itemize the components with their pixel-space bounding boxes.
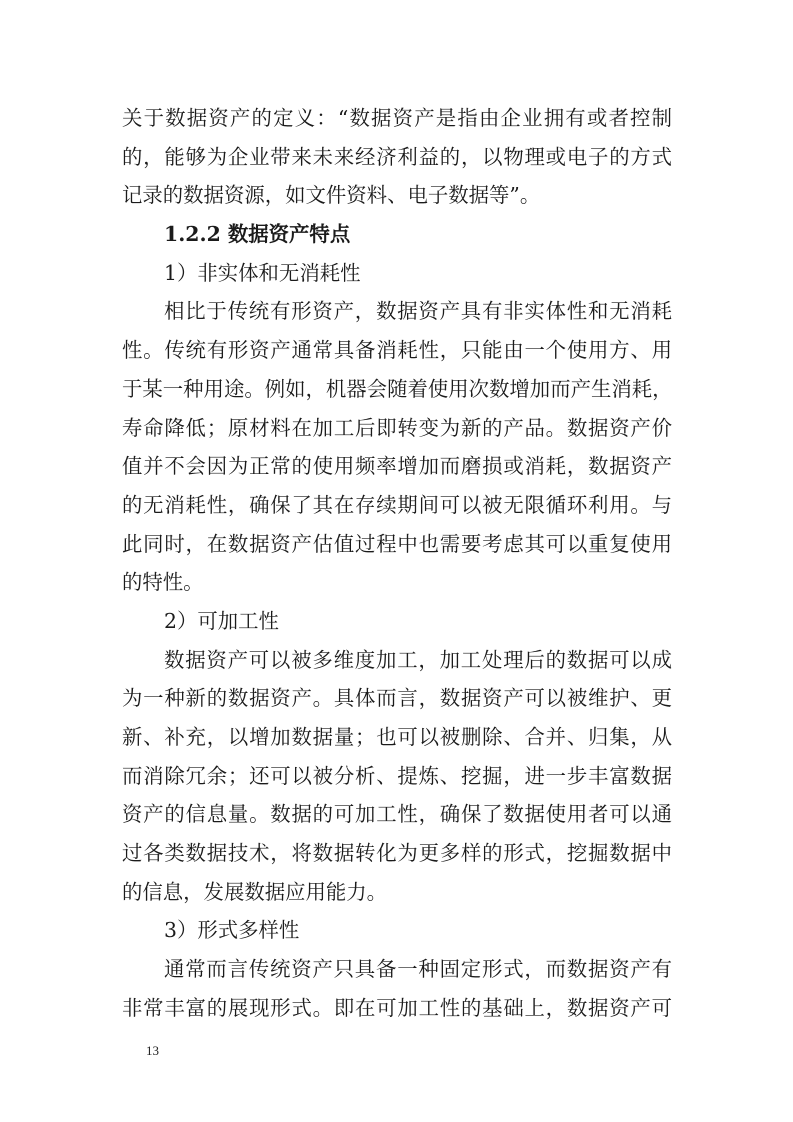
paragraph-line: 性。传统有形资产通常具备消耗性，只能由一个使用方、用 xyxy=(122,338,672,363)
paragraph-line: 而消除冗余；还可以被分析、提炼、挖掘，进一步丰富数据 xyxy=(122,763,672,788)
paragraph-line: 此同时，在数据资产估值过程中也需要考虑其可以重复使用 xyxy=(122,531,672,556)
paragraph-line: 非常丰富的展现形式。即在可加工性的基础上，数据资产可 xyxy=(122,995,672,1020)
paragraph-line: 的，能够为企业带来未来经济利益的，以物理或电子的方式 xyxy=(122,144,672,169)
paragraph-line: 关于数据资产的定义：“数据资产是指由企业拥有或者控制 xyxy=(122,106,672,130)
paragraph-line: 寿命降低；原材料在加工后即转变为新的产品。数据资产价 xyxy=(122,415,672,440)
subsection-heading: 3）形式多样性 xyxy=(164,918,300,943)
paragraph-line: 的特性。 xyxy=(122,570,204,595)
paragraph-line: 数据资产可以被多维度加工，加工处理后的数据可以成 xyxy=(164,647,672,672)
paragraph-line: 的无消耗性，确保了其在存续期间可以被无限循环利用。与 xyxy=(122,492,672,517)
paragraph-line: 值并不会因为正常的使用频率增加而磨损或消耗，数据资产 xyxy=(122,454,672,479)
paragraph-line: 为一种新的数据资产。具体而言，数据资产可以被维护、更 xyxy=(122,686,672,711)
paragraph-line: 通常而言传统资产只具备一种固定形式，而数据资产有 xyxy=(164,957,672,982)
section-heading: 1.2.2 数据资产特点 xyxy=(164,222,351,247)
body-text xyxy=(122,99,672,1028)
paragraph-line: 于某一种用途。例如，机器会随着使用次数增加而产生消耗， xyxy=(122,376,673,401)
paragraph xyxy=(122,292,672,602)
paragraph-line: 过各类数据技术，将数据转化为更多样的形式，挖掘数据中 xyxy=(122,841,672,866)
paragraph-line: 相比于传统有形资产，数据资产具有非实体性和无消耗 xyxy=(164,299,672,324)
paragraph-line: 记录的数据资源，如文件资料、电子数据等”。 xyxy=(122,183,541,208)
subsection-heading: 2）可加工性 xyxy=(164,608,279,633)
paragraph-line: 资产的信息量。数据的可加工性，确保了数据使用者可以通 xyxy=(122,802,672,827)
paragraph xyxy=(122,950,672,1027)
page-number: 13 xyxy=(146,1043,159,1058)
subsection-heading: 1）非实体和无消耗性 xyxy=(164,260,361,285)
intro-paragraph xyxy=(122,99,672,215)
paragraph xyxy=(122,641,672,912)
paragraph-line: 的信息，发展数据应用能力。 xyxy=(122,879,388,904)
paragraph-line: 新、补充，以增加数据量；也可以被删除、合并、归集，从 xyxy=(122,725,672,749)
